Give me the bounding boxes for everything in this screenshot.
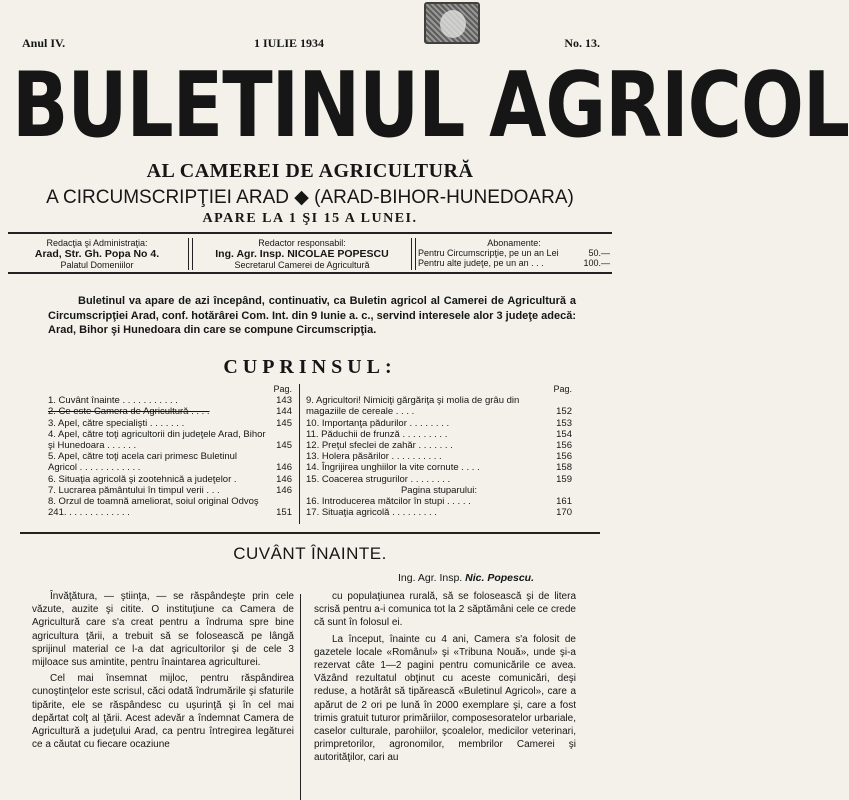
abonament-value: 100.— (583, 258, 610, 268)
toc-item-text: 10. Importanţa pădurilor . . . . . . . . (306, 417, 450, 429)
toc-item-text: 13. Holera păsărilor . . . . . . . . . . (306, 451, 442, 463)
toc-item-page: 143 (276, 395, 292, 407)
redactia-place: Palatul Domeniilor (60, 260, 134, 270)
toc-item (48, 418, 292, 429)
redactor-block (194, 238, 410, 272)
toc-item (48, 429, 292, 451)
redactor-role: Secretarul Camerei de Agricultură (234, 260, 370, 270)
toc-item-page: 152 (556, 406, 572, 418)
article-author (398, 572, 534, 584)
toc-item-text: 15. Coacerea strugurilor . . . . . . . . (306, 473, 451, 485)
article-column-left (32, 590, 294, 754)
toc-item (48, 451, 292, 473)
issue-year: Anul IV. (22, 36, 66, 50)
toc-item-page: 151 (276, 507, 292, 519)
toc-item (306, 462, 572, 473)
toc-item-page: 146 (276, 462, 292, 474)
subtitle-circumscription: A CIRCUMSCRIPŢIEI ARAD ◆ (ARAD-BIHOR-HUNEDOARA) (46, 187, 574, 208)
author-prefix: Ing. Agr. Insp. (398, 572, 463, 584)
toc-item-page: 153 (556, 417, 572, 429)
abonament-value: 50.— (588, 248, 610, 258)
toc-item-page: 159 (556, 473, 572, 485)
toc-item (306, 440, 572, 451)
toc-item (306, 474, 572, 485)
toc-page-header: Pag. (273, 384, 292, 394)
toc-item-text: 2. Ce este Camera de Agricultură . . . . (48, 406, 210, 418)
toc-item-page: 145 (276, 417, 292, 429)
toc-item-text: 5. Apel, către toţi acela cari primesc Buletinul Agricol . . . . . . . . . . . . (48, 451, 238, 474)
toc-item-text: 16. Introducerea mătcilor în stupi . . . . . (306, 496, 471, 508)
toc-right-column (306, 384, 572, 518)
toc-item-page: 154 (556, 428, 572, 440)
article-paragraph: cu populaţiunea rurală, să se folosească şi de litera scrisă pentru a-i comunica tot la 2 săptămâni cele ce crede că sunt în folosul ei. (314, 591, 576, 629)
article-paragraph: Cel mai însemnat mijloc, pentru răspândirea cunoştinţelor este scrisul, căci odată îndrumările şi sfaturile tipărite, ele se răspândesc cu uşurinţă şi în cel mai depărtat colţ al ţării. Acest adevăr a îndemnat Camera de Agricultură a judeţului Arad, ca pentru întregirea legăturei ce a căutat cu fiecare ocaziune (32, 673, 294, 751)
toc-item (306, 507, 572, 518)
article-paragraph: La început, înainte cu 4 ani, Camera s'a folosit de gazetele locale «Românul» şi «Tribuna Nouă», unde şi-a rezervat câte 1—2 pagini pentru comunicările ce avea. Văzând rezultatul obţinut cu aceste comunicări, deşi reduse, a hotărât să tipărească «Buletinul Agricol», care a apărut de 2 ori pe lună în 2000 exemplare şi, care a fost trimis gratuit tuturor primăriilor, composesoratelor urbariale, caselor culturale, parohiilor, şcoalelor, medicilor veterinari, primpretorilor, agronomilor, membrilor Camerei şi autorităţilor, cari au (314, 633, 576, 764)
toc-item-page: 145 (276, 440, 292, 452)
toc-item-page: 146 (276, 473, 292, 485)
toc-item-page: 161 (556, 496, 572, 508)
issue-line (22, 36, 600, 52)
redactia-block (8, 238, 186, 272)
toc-item-text: 8. Orzul de toamnă ameliorat, soiul original Odvoş 241. . . . . . . . . . . . . (48, 496, 259, 519)
abonament-row (416, 258, 612, 268)
toc-item-text: 11. Păduchii de frunză . . . . . . . . . (306, 428, 448, 440)
toc-item (306, 429, 572, 440)
toc-item (306, 451, 572, 462)
column-divider (300, 594, 301, 800)
toc-item-text: 14. Îngrijirea unghiilor la vite cornute . . . . (306, 462, 480, 474)
intro-paragraph: Buletinul va apare de azi începând, continuativ, ca Buletin agricol al Camerei de Agricultură a Circumscripţiei Arad, conf. hotărârei Com. Int. din 9 Iunie a. c., servind interesele alor 3 judeţe adecă: Arad, Bihor şi Hunedoara din care se compune Circumscripţia. (48, 295, 576, 336)
article-title: CUVÂNT ÎNAINTE. (233, 544, 387, 563)
toc-item (48, 485, 292, 496)
toc-item-text: 7. Lucrarea pământului în timpul verii . . . (48, 484, 220, 496)
subtitle-frequency: APARE LA 1 ŞI 15 A LUNEI. (202, 211, 418, 226)
toc-item-page: 156 (556, 440, 572, 452)
toc-item (48, 406, 292, 417)
redactor-name: Ing. Agr. Insp. NICOLAE POPESCU (215, 248, 389, 260)
toc-item-text: 9. Agricultori! Nimiciţi gărgăriţa şi molia de grâu din magaziile de cereale . . . . (306, 395, 520, 418)
toc-section-label: Pagina stuparului: (400, 484, 478, 496)
abonament-title: Abonamente: (487, 238, 541, 248)
redactia-address: Arad, Str. Gh. Popa No 4. (34, 248, 160, 260)
toc-item-text: 4. Apel, către toţi agricultorii din judeţele Arad, Bihor şi Hunedoara . . . . . . (48, 428, 266, 452)
author-name: Nic. Popescu. (465, 572, 534, 584)
issue-date: 1 IULIE 1934 (254, 36, 325, 50)
toc-title: CUPRINSUL: (223, 356, 397, 378)
toc-item-page: 144 (276, 406, 292, 418)
article-paragraph: Învăţătura, — ştiinţa, — se răspândeşte prin cele văzute, auzite şi citite. O instituţiune ca Camera de Agricultură care s'a creat pentru a îndruma spre bine agricultura ţării, a trebuit să se folosească pe lângă sprijinul material ce l-a dat agricultorilor şi de cele 3 mijloace sus amintite, pentru înaintarea agriculturei. (32, 591, 294, 669)
toc-item-page: 146 (276, 484, 292, 496)
toc-item-page: 158 (556, 462, 572, 474)
toc-item (48, 474, 292, 485)
abonament-label: Pentru alte judeţe, pe un an . . . (418, 258, 544, 268)
toc-left-column (48, 384, 292, 518)
toc-item (306, 395, 572, 417)
abonament-label: Pentru Circumscripţie, pe un an Lei (418, 248, 559, 258)
toc-item-text: 17. Situaţia agricolă . . . . . . . . . (306, 507, 437, 519)
toc-item-text: 3. Apel, către specialişti . . . . . . . (48, 417, 185, 429)
toc-item (306, 496, 572, 507)
toc-item (48, 395, 292, 406)
issue-number: No. 13. (564, 36, 600, 50)
info-box (8, 232, 612, 274)
subtitle-chamber: AL CAMEREI DE AGRICULTURĂ (146, 160, 474, 182)
toc-item-text: 12. Preţul sfeclei de zahăr . . . . . . . (306, 440, 453, 452)
abonament-row (416, 248, 612, 258)
redactor-title: Redactor responsabil: (258, 238, 346, 248)
info-separator (188, 238, 193, 270)
toc-item-text: 1. Cuvânt înainte . . . . . . . . . . . (48, 395, 178, 407)
toc-divider (299, 384, 300, 524)
article-column-right (314, 590, 576, 768)
toc-item-page: 170 (556, 507, 572, 519)
toc-item (48, 496, 292, 518)
toc-item (306, 418, 572, 429)
toc-item-page: 156 (556, 451, 572, 463)
masthead-title: BULETINUL AGRICOL (12, 53, 849, 159)
toc-item-text: 6. Situaţia agricolă şi zootehnică a judeţelor . (48, 473, 237, 485)
section-divider (20, 532, 600, 534)
redactia-title: Redacţia şi Administraţia: (46, 238, 148, 248)
abonament-block (416, 238, 612, 272)
toc-page-header: Pag. (553, 384, 572, 394)
